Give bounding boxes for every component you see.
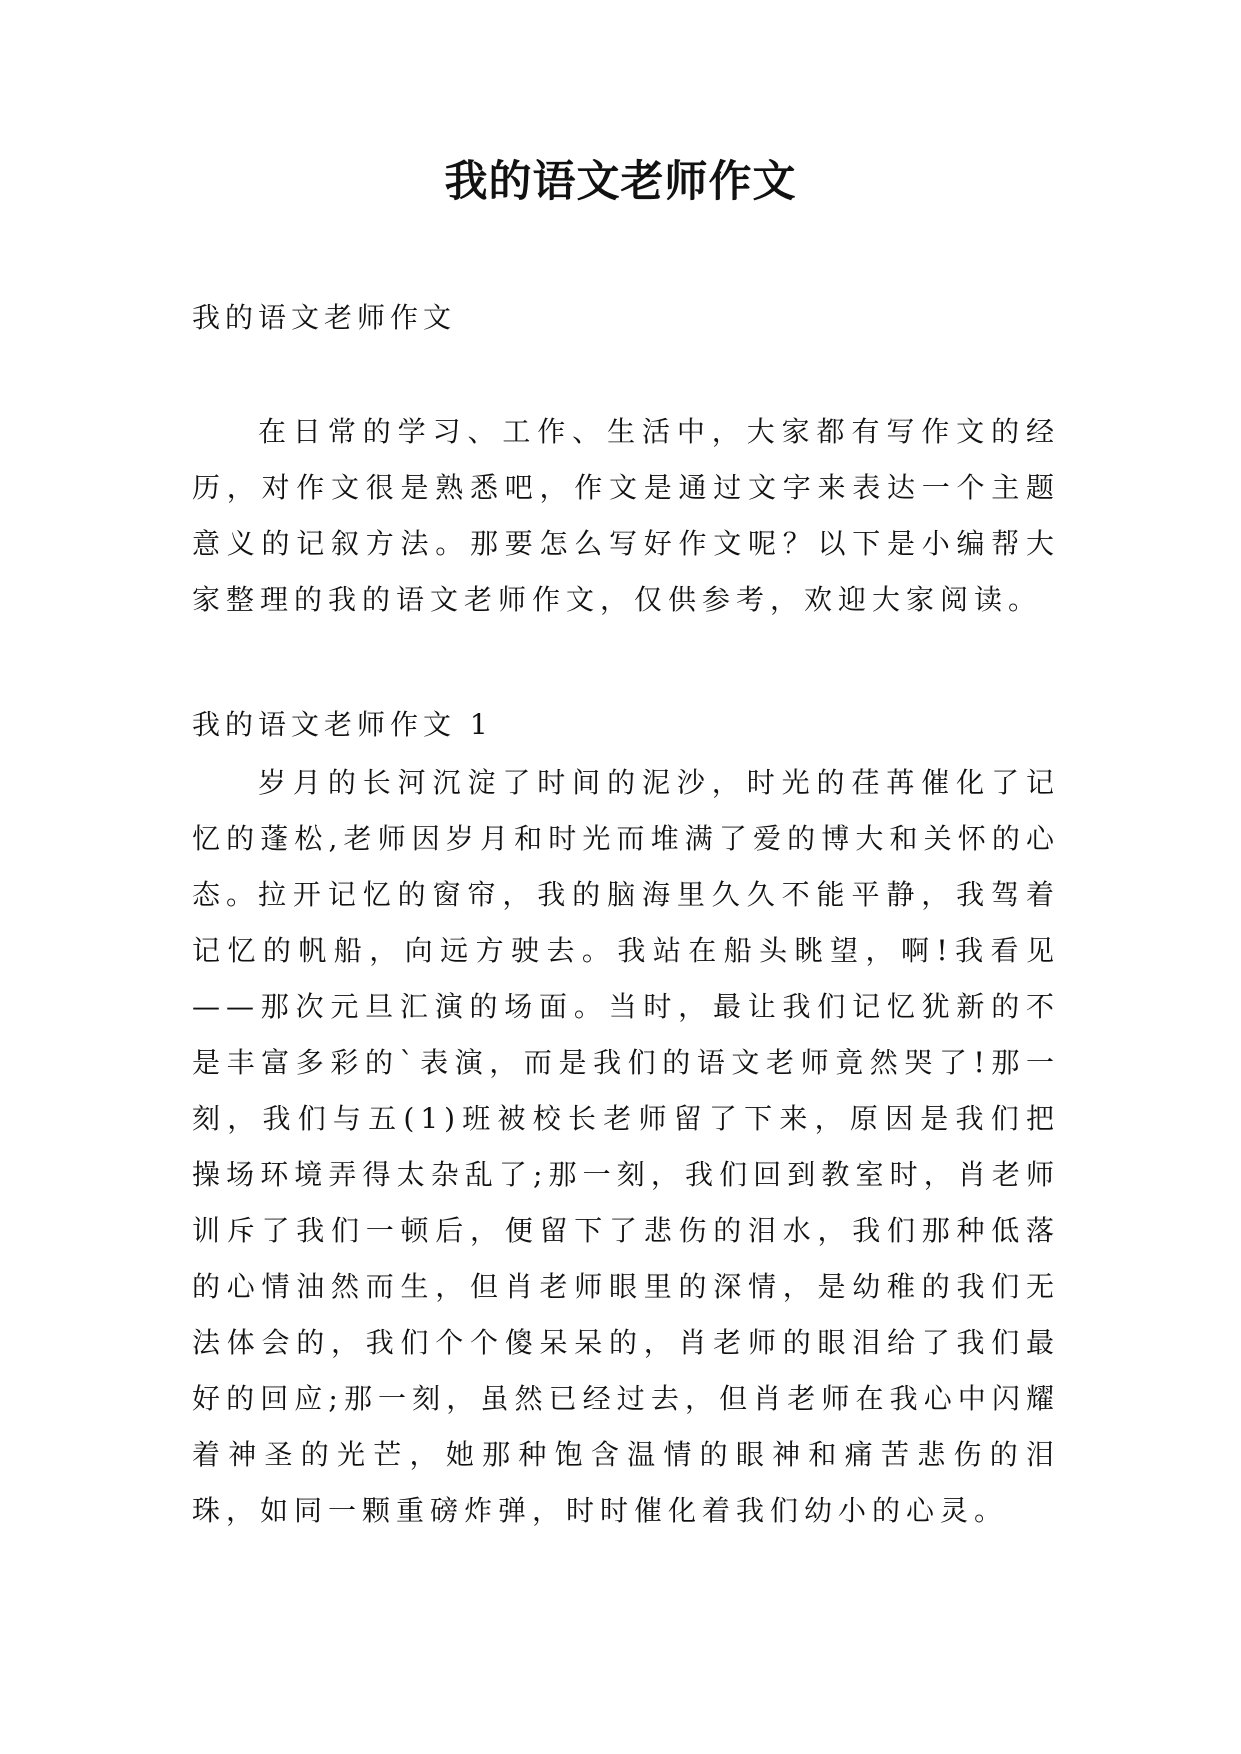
body-paragraph-1: 岁月的长河沉淀了时间的泥沙，时光的荏苒催化了记忆的蓬松,老师因岁月和时光而堆满了爱的博大和关怀的心态。 xyxy=(192,766,1060,911)
section-heading: 我的语文老师作文 1 xyxy=(192,708,493,741)
intro-paragraph: 在日常的学习、工作、生活中，大家都有写作文的经历，对作文很是熟悉吧，作文是通过文字来表达一个主题意义的记叙方法。那要怎么写好作文呢？以下是小编帮大家整理的我的语文老师作文，仅供参考，欢迎大家阅读。 xyxy=(192,415,1060,616)
body-paragraph-2: 拉开记忆的窗帘，我的脑海里久久不能平静，我驾着记忆的帆船，向远方驶去。我站在船头眺望，啊!我看见——那次元旦汇演的场面。当时，最让我们记忆犹新的不是丰富多彩的`表演，而是我们的语文老师竟然哭了!那一刻，我们与五(1)班被校长老师留了下来，原因是我们把操场环境弄得太杂乱了;那一刻，我们回到教室时，肖老师训斥了我们一顿后，便留下了悲伤的泪水，我们那种低落的心情油然而生，但肖老师眼里的深情，是幼稚的我们无法体会的，我们个个傻呆呆的，肖老师的眼泪给了我们最好的回应;那一刻，虽然已经过去，但肖老师在我心中闪耀着神圣的光芒，她那种饱含温情的眼神和痛苦悲伤的泪珠，如同一颗重磅炸弹，时时催化着我们幼小的心灵。 xyxy=(192,878,1060,1527)
document-subtitle: 我的语文老师作文 xyxy=(192,301,457,334)
document-title: 我的语文老师作文 xyxy=(444,157,797,207)
